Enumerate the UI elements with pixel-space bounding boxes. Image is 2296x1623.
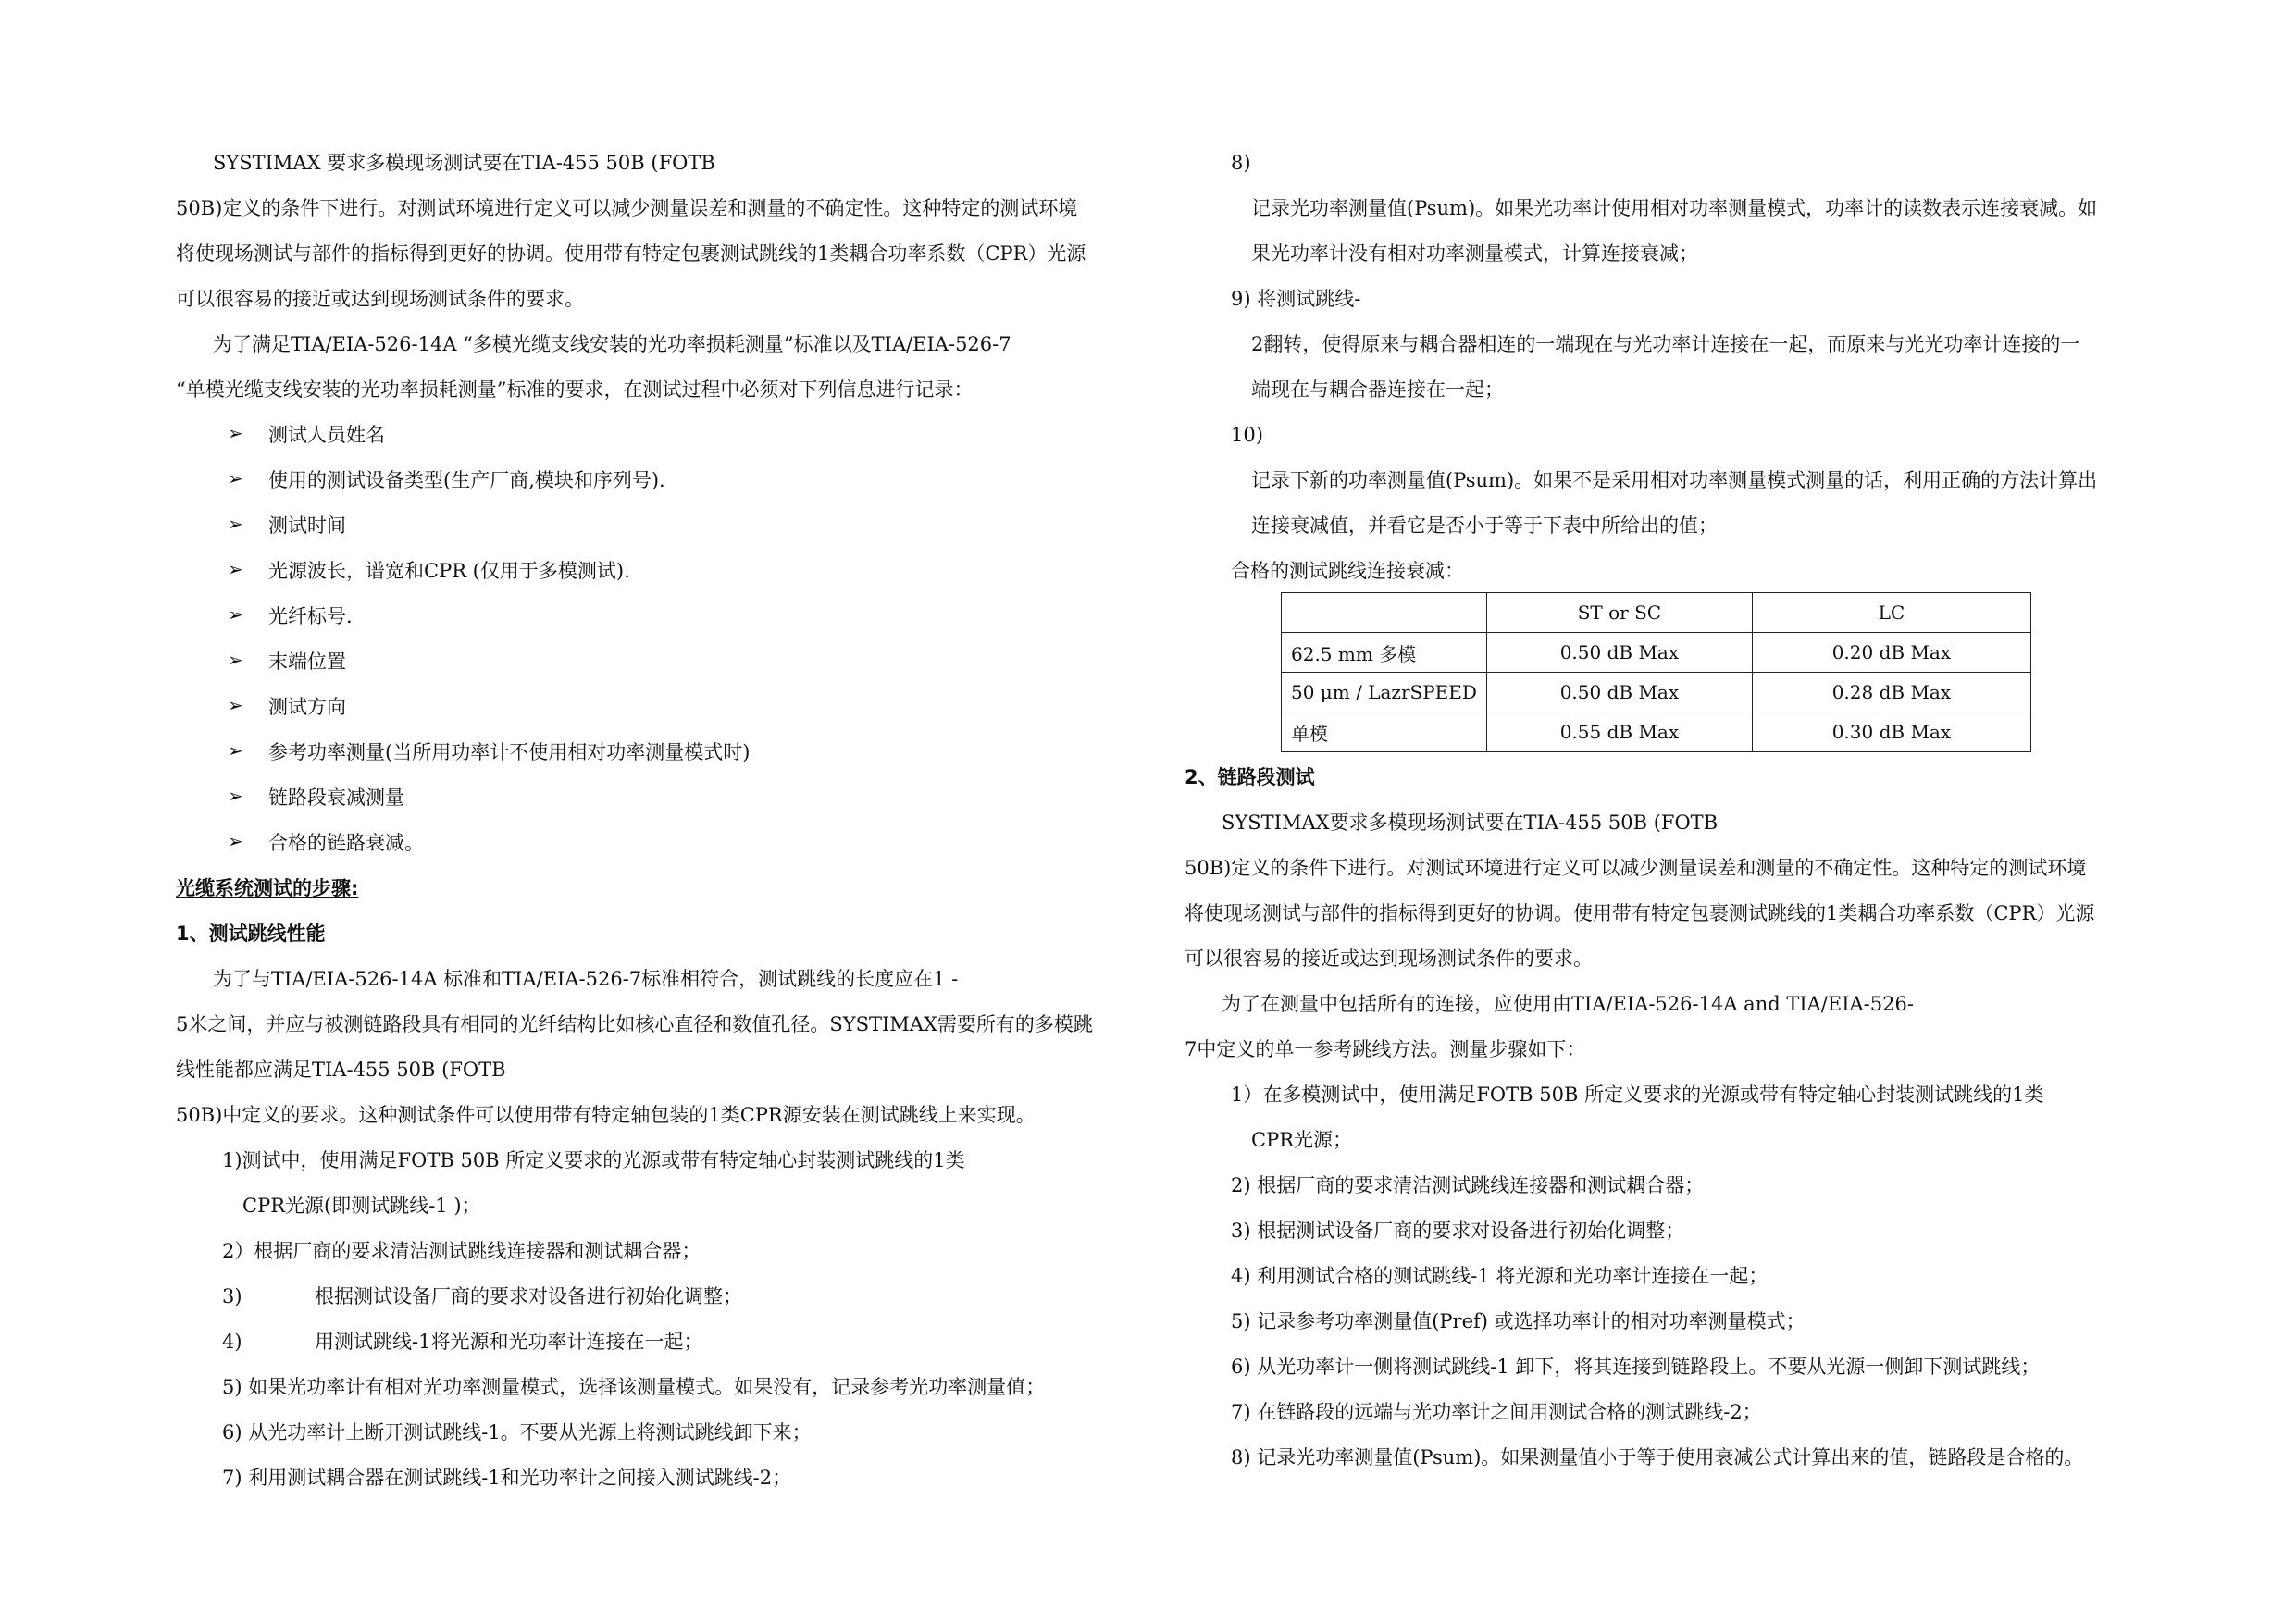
step-number: 4) bbox=[222, 1331, 242, 1353]
table-header-cell bbox=[1282, 593, 1487, 633]
intro-line: 可以很容易的接近或达到现场测试条件的要求。 bbox=[176, 288, 584, 310]
table-cell: 0.28 dB Max bbox=[1752, 673, 2030, 712]
step-line: 果光功率计没有相对功率测量模式，计算连接衰减； bbox=[1251, 242, 1698, 265]
bullet-arrow-icon: ➢ bbox=[228, 558, 243, 580]
step-line: 6) 从光功率计上断开测试跳线-1。不要从光源上将测试跳线卸下来； bbox=[222, 1421, 812, 1443]
table-cell: 0.30 dB Max bbox=[1752, 712, 2030, 752]
table-cell: 0.50 dB Max bbox=[1486, 633, 1752, 673]
intro-line: “单模光缆支线安装的光功率损耗测量”标准的要求，在测试过程中必须对下列信息进行记录： bbox=[176, 378, 974, 401]
paragraph-line: 5米之间，并应与被测链路段具有相同的光纤结构比如核心直径和数值孔径。SYSTIMAX需要所有的多模跳 bbox=[176, 1013, 1093, 1035]
section-title: 光缆系统测试的步骤: bbox=[176, 877, 359, 899]
paragraph-line: 50B)定义的条件下进行。对测试环境进行定义可以减少测量误差和测量的不确定性。这种特定的测试环境 bbox=[1185, 857, 2087, 879]
step-line: 2）根据厂商的要求清洁测试跳线连接器和测试耦合器； bbox=[222, 1240, 701, 1262]
list-item: 使用的测试设备类型(生产厂商,模块和序列号). bbox=[268, 469, 665, 491]
step-line: 连接衰减值，并看它是否小于等于下表中所给出的值； bbox=[1251, 514, 1718, 537]
list-item: 合格的链路衰减。 bbox=[268, 832, 424, 854]
bullet-arrow-icon: ➢ bbox=[228, 603, 243, 626]
table-header-cell: ST or SC bbox=[1486, 593, 1752, 633]
bullet-arrow-icon: ➢ bbox=[228, 422, 243, 444]
step-line: 2) 根据厂商的要求清洁测试跳线连接器和测试耦合器； bbox=[1231, 1174, 1705, 1196]
bullet-arrow-icon: ➢ bbox=[228, 513, 243, 535]
bullet-arrow-icon: ➢ bbox=[228, 785, 243, 807]
step-number: 3) bbox=[222, 1285, 242, 1307]
step-line: 1)测试中，使用满足FOTB 50B 所定义要求的光源或带有特定轴心封装测试跳线的1类 bbox=[222, 1149, 965, 1171]
paragraph-line: 50B)中定义的要求。这种测试条件可以使用带有特定轴包装的1类CPR源安装在测试跳线上来实现。 bbox=[176, 1104, 1036, 1126]
list-item: 测试人员姓名 bbox=[268, 424, 385, 446]
step-line: CPR光源(即测试跳线-1 )； bbox=[242, 1195, 481, 1217]
table-cell: 0.20 dB Max bbox=[1752, 633, 2030, 673]
bullet-arrow-icon: ➢ bbox=[228, 739, 243, 762]
table-row bbox=[1282, 712, 2031, 752]
table-row bbox=[1282, 673, 2031, 712]
table-cell: 0.50 dB Max bbox=[1486, 673, 1752, 712]
step-line: 4) 利用测试合格的测试跳线-1 将光源和光功率计连接在一起； bbox=[1231, 1265, 1769, 1287]
step-line: 用测试跳线-1将光源和光功率计连接在一起； bbox=[315, 1331, 703, 1353]
intro-line: 为了满足TIA/EIA-526-14A “多模光缆支线安装的光功率损耗测量”标准以及TIA/EIA-526-7 bbox=[213, 333, 1011, 355]
paragraph-line: 为了在测量中包括所有的连接，应使用由TIA/EIA-526-14A and TIA/EIA-526- bbox=[1222, 993, 1914, 1015]
paragraph-line: 7中定义的单一参考跳线方法。测量步骤如下： bbox=[1185, 1038, 1586, 1060]
step-line: 5) 如果光功率计有相对光功率测量模式，选择该测量模式。如果没有，记录参考光功率测量值； bbox=[222, 1376, 1046, 1398]
list-item: 光源波长，谱宽和CPR (仅用于多模测试). bbox=[268, 560, 630, 582]
step-line: 7) 利用测试耦合器在测试跳线-1和光功率计之间接入测试跳线-2； bbox=[222, 1467, 792, 1489]
bullet-arrow-icon: ➢ bbox=[228, 694, 243, 716]
list-item: 链路段衰减测量 bbox=[268, 787, 404, 809]
list-item: 光纤标号. bbox=[268, 605, 353, 627]
table-header-cell: LC bbox=[1752, 593, 2030, 633]
intro-line: SYSTIMAX 要求多模现场测试要在TIA-455 50B (FOTB bbox=[213, 152, 715, 174]
paragraph-line: 可以很容易的接近或达到现场测试条件的要求。 bbox=[1185, 948, 1593, 970]
step-line: 8) 记录光功率测量值(Psum)。如果测量值小于等于使用衰减公式计算出来的值，链路段是合格的。 bbox=[1231, 1446, 2084, 1468]
subsection-title: 2、链路段测试 bbox=[1185, 766, 1315, 788]
table-cell: 62.5 mm 多模 bbox=[1282, 633, 1487, 673]
step-number: 8) bbox=[1231, 152, 1251, 174]
step-line: CPR光源； bbox=[1251, 1129, 1353, 1151]
paragraph-line: 将使现场测试与部件的指标得到更好的协调。使用带有特定包裹测试跳线的1类耦合功率系数（CPR）光源 bbox=[1185, 902, 2095, 924]
paragraph-line: 为了与TIA/EIA-526-14A 标准和TIA/EIA-526-7标准相符合，测试跳线的长度应在1 - bbox=[213, 968, 959, 990]
step-line: 2翻转，使得原来与耦合器相连的一端现在与光功率计连接在一起，而原来与光光功率计连接的一 bbox=[1251, 333, 2080, 355]
paragraph-line: SYSTIMAX要求多模现场测试要在TIA-455 50B (FOTB bbox=[1222, 812, 1719, 834]
list-item: 末端位置 bbox=[268, 650, 346, 673]
table-caption: 合格的测试跳线连接衰减： bbox=[1231, 560, 1464, 582]
step-line: 端现在与耦合器连接在一起； bbox=[1251, 378, 1504, 401]
step-line: 9) 将测试跳线- bbox=[1231, 288, 1361, 310]
attenuation-table bbox=[1281, 592, 2031, 752]
bullet-arrow-icon: ➢ bbox=[228, 830, 243, 852]
bullet-arrow-icon: ➢ bbox=[228, 467, 243, 489]
step-line: 记录光功率测量值(Psum)。如果光功率计使用相对功率测量模式，功率计的读数表示连接衰减。如 bbox=[1251, 197, 2098, 219]
paragraph-line: 线性能都应满足TIA-455 50B (FOTB bbox=[176, 1059, 506, 1081]
step-line: 1）在多模测试中，使用满足FOTB 50B 所定义要求的光源或带有特定轴心封装测试跳线的1类 bbox=[1231, 1084, 2044, 1106]
table-cell: 单模 bbox=[1282, 712, 1487, 752]
list-item: 测试方向 bbox=[268, 696, 346, 718]
table-cell: 0.55 dB Max bbox=[1486, 712, 1752, 752]
step-line: 7) 在链路段的远端与光功率计之间用测试合格的测试跳线-2； bbox=[1231, 1401, 1762, 1423]
step-line: 3) 根据测试设备厂商的要求对设备进行初始化调整； bbox=[1231, 1220, 1685, 1242]
table-header-row bbox=[1282, 593, 2031, 633]
step-line: 6) 从光功率计一侧将测试跳线-1 卸下，将其连接到链路段上。不要从光源一侧卸下测试跳线； bbox=[1231, 1356, 2041, 1378]
bullet-arrow-icon: ➢ bbox=[228, 649, 243, 671]
step-line: 记录下新的功率测量值(Psum)。如果不是采用相对功率测量模式测量的话，利用正确的方法计算出 bbox=[1251, 469, 2098, 491]
table-row bbox=[1282, 633, 2031, 673]
subsection-title: 1、测试跳线性能 bbox=[176, 923, 326, 945]
intro-line: 将使现场测试与部件的指标得到更好的协调。使用带有特定包裹测试跳线的1类耦合功率系数（CPR）光源 bbox=[176, 242, 1086, 265]
list-item: 测试时间 bbox=[268, 514, 346, 537]
intro-line: 50B)定义的条件下进行。对测试环境进行定义可以减少测量误差和测量的不确定性。这种特定的测试环境 bbox=[176, 197, 1078, 219]
step-line: 5) 记录参考功率测量值(Pref) 或选择功率计的相对功率测量模式； bbox=[1231, 1310, 1806, 1332]
list-item: 参考功率测量(当所用功率计不使用相对功率测量模式时) bbox=[268, 741, 751, 763]
step-number: 10) bbox=[1231, 424, 1263, 446]
step-line: 根据测试设备厂商的要求对设备进行初始化调整； bbox=[315, 1285, 742, 1307]
table-cell: 50 μm / LazrSPEED bbox=[1282, 673, 1487, 712]
